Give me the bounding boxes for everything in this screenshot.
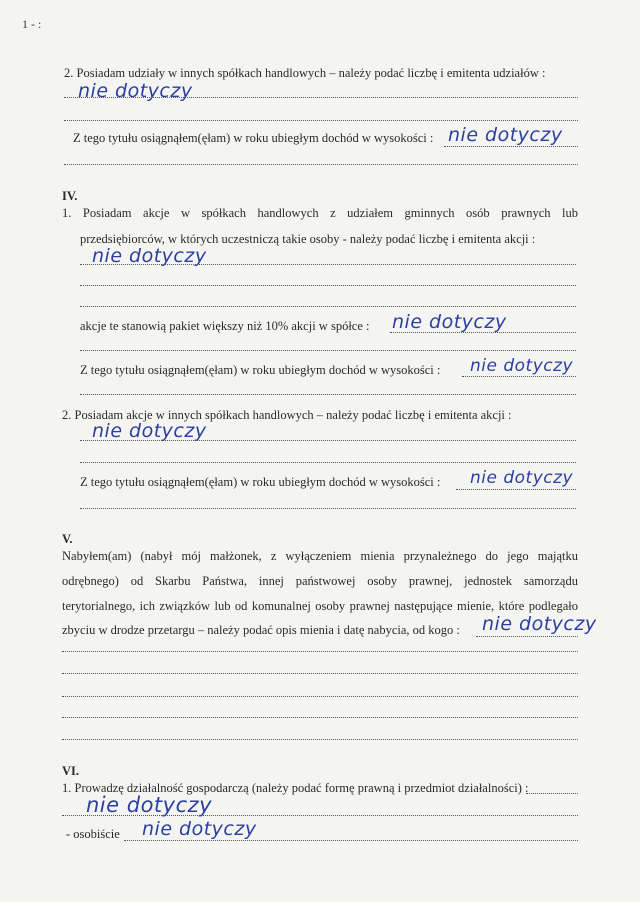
sec3-item2-text: 2. Posiadam udziały w innych spółkach handlowych – należy podać liczbę i emitenta udziałów : bbox=[64, 66, 546, 80]
handwritten-answer: nie dotyczy bbox=[482, 613, 597, 635]
dotted-line bbox=[62, 717, 578, 718]
sec5-line4: zbyciu w drodze przetargu – należy podać opis mienia i datę nabycia, od kogo : bbox=[62, 623, 460, 637]
handwritten-answer: nie dotyczy bbox=[86, 793, 213, 817]
dotted-line bbox=[80, 306, 576, 307]
sec4-item2-text: 2. Posiadam akcje w innych spółkach handlowych – należy podać liczbę i emitenta akcji : bbox=[62, 408, 512, 422]
sec4-pakiet-text: akcje te stanowią pakiet większy niż 10% akcji w spółce : bbox=[80, 319, 370, 333]
dotted-line bbox=[62, 696, 578, 697]
dotted-line bbox=[80, 350, 576, 351]
dotted-line bbox=[64, 120, 578, 121]
dotted-line bbox=[64, 164, 578, 165]
section-vi-heading: VI. bbox=[62, 764, 80, 778]
corner-mark: 1 - : bbox=[22, 17, 42, 31]
dotted-line bbox=[80, 440, 576, 441]
dotted-line bbox=[64, 97, 578, 98]
dotted-line bbox=[444, 146, 578, 147]
handwritten-answer: nie dotyczy bbox=[92, 420, 207, 442]
dotted-line bbox=[526, 793, 578, 794]
handwritten-answer: nie dotyczy bbox=[78, 80, 193, 102]
dotted-line bbox=[80, 394, 576, 395]
handwritten-answer: nie dotyczy bbox=[92, 245, 207, 267]
sec4-item1-line1: 1. Posiadam akcje w spółkach handlowych z udziałem gminnych osób prawnych lub bbox=[62, 206, 578, 220]
sec3-income-text: Z tego tytułu osiągnąłem(ęłam) w roku ubiegłym dochód w wysokości : bbox=[73, 131, 434, 145]
dotted-line bbox=[80, 264, 576, 265]
dotted-line bbox=[80, 285, 576, 286]
dotted-line bbox=[62, 651, 578, 652]
handwritten-answer: nie dotyczy bbox=[142, 818, 257, 840]
sec6-osobiscie-text: - osobiście bbox=[66, 827, 120, 841]
section-iv-heading: IV. bbox=[62, 189, 78, 203]
dotted-line bbox=[476, 636, 578, 637]
handwritten-answer: nie dotyczy bbox=[470, 468, 574, 488]
sec4-income2-text: Z tego tytułu osiągnąłem(ęłam) w roku ubiegłym dochód w wysokości : bbox=[80, 475, 441, 489]
handwritten-answer: nie dotyczy bbox=[470, 356, 574, 376]
sec6-item1-text: 1. Prowadzę działalność gospodarczą (należy podać formę prawną i przedmiot działalności) : bbox=[62, 781, 529, 795]
dotted-line bbox=[80, 462, 576, 463]
sec5-line3: terytorialnego, ich związków lub od komunalnej osoby prawnej następujące mienie, które podlegało bbox=[62, 599, 578, 613]
dotted-line bbox=[390, 332, 576, 333]
dotted-line bbox=[462, 376, 576, 377]
sec4-income1-text: Z tego tytułu osiągnąłem(ęłam) w roku ubiegłym dochód w wysokości : bbox=[80, 363, 441, 377]
dotted-line bbox=[62, 815, 578, 816]
dotted-line bbox=[456, 489, 576, 490]
dotted-line bbox=[80, 508, 576, 509]
section-v-heading: V. bbox=[62, 532, 73, 546]
dotted-line bbox=[62, 673, 578, 674]
dotted-line bbox=[62, 739, 578, 740]
handwritten-answer: nie dotyczy bbox=[448, 124, 563, 146]
dotted-line bbox=[124, 840, 578, 841]
sec4-item1-line2: przedsiębiorców, w których uczestniczą takie osoby - należy podać liczbę i emitenta akcji : bbox=[80, 232, 536, 246]
sec5-line2: odrębnego) od Skarbu Państwa, innej państwowej osoby prawnej, jednostek samorządu bbox=[62, 574, 578, 588]
sec5-line1: Nabyłem(am) (nabył mój małżonek, z wyłączeniem mienia przynależnego do jego majątku bbox=[62, 549, 578, 563]
handwritten-answer: nie dotyczy bbox=[392, 311, 507, 333]
